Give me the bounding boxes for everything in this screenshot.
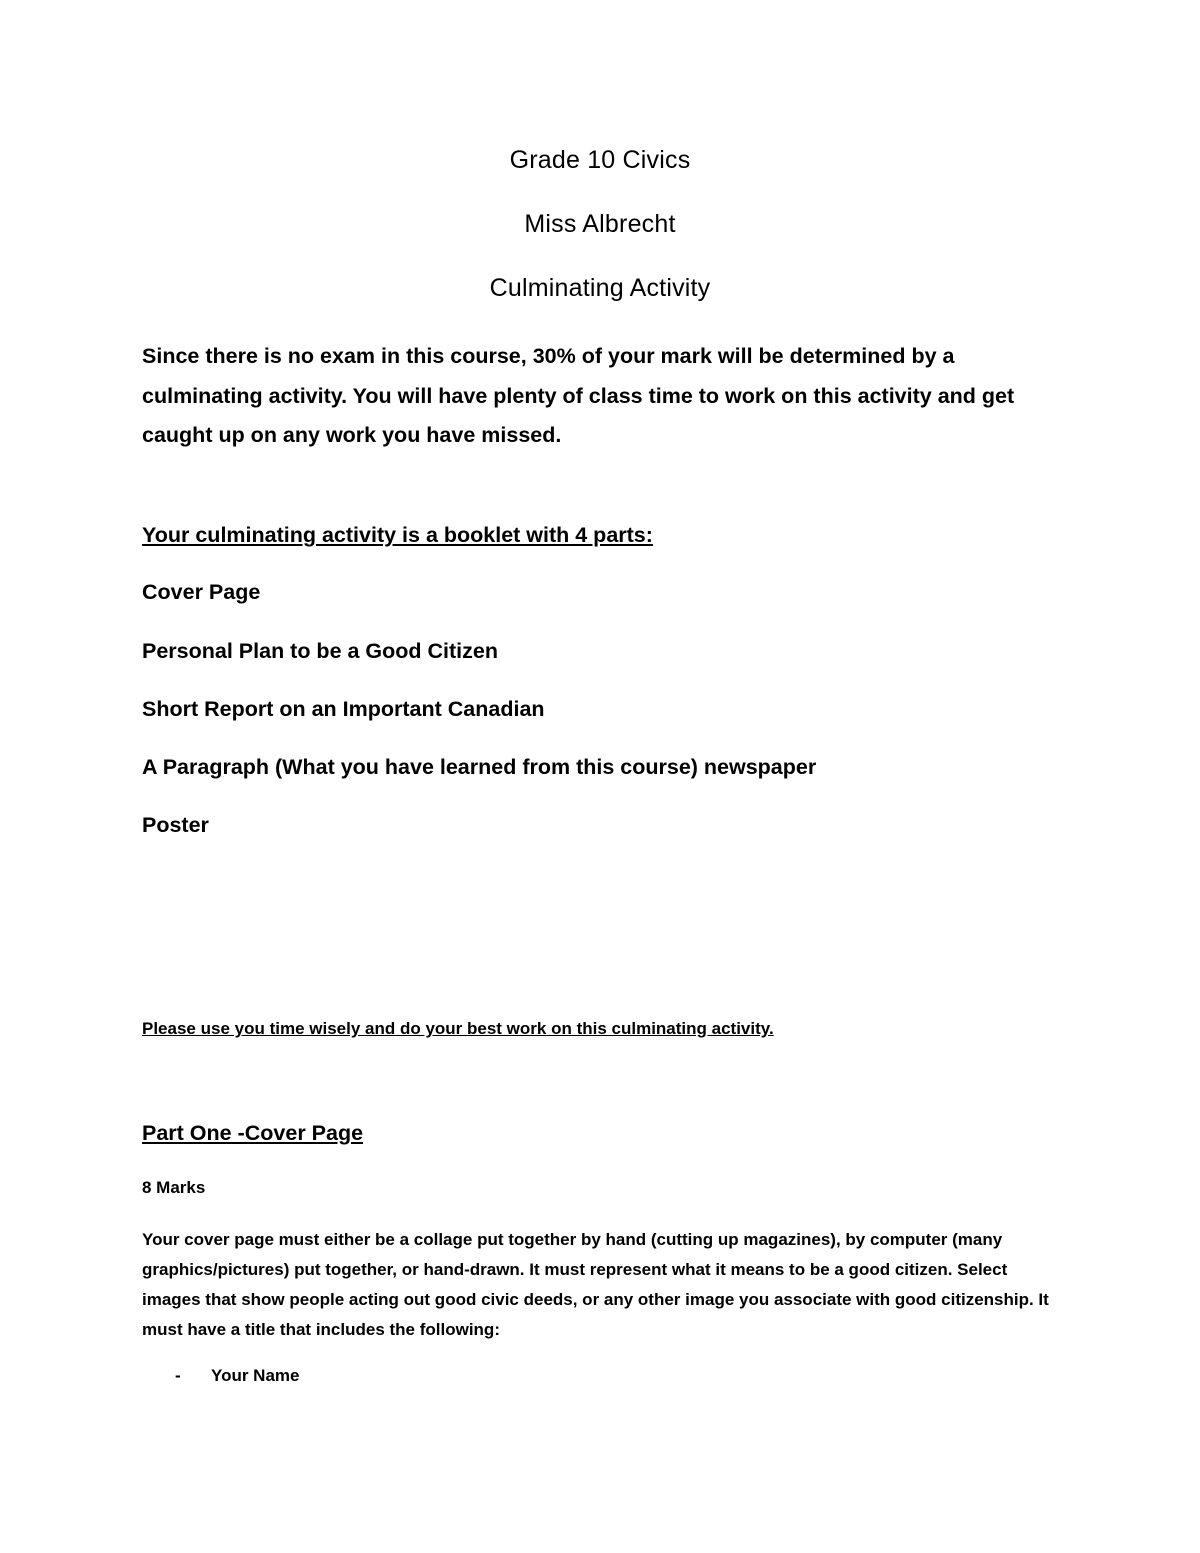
list-item-your-name: Your Name [211, 1366, 300, 1385]
booklet-item: A Paragraph (What you have learned from this course) newspaper [142, 755, 817, 779]
part-one-description: Your cover page must either be a collage put together by hand (cutting up magazines), by computer (many graphics/pictures) put together, or hand-drawn. It must represent what it means to be a good citizen. Select images that show people acting out good civic deeds, or any other image you associate with good citizenship. It must have a title that includes the following: [142, 1230, 1049, 1339]
teacher-name: Miss Albrecht [524, 210, 676, 238]
intro-paragraph: Since there is no exam in this course, 30% of your mark will be determined by a culminating activity. You will have plenty of class time to work on this activity and get caught up on any work you have missed. [142, 344, 1015, 447]
booklet-item: Cover Page [142, 580, 261, 604]
list-bullet: - [175, 1366, 181, 1385]
document-title: Grade 10 Civics [509, 146, 691, 174]
booklet-item: Short Report on an Important Canadian [142, 697, 545, 721]
document-subtitle: Culminating Activity [489, 274, 711, 302]
part-one-heading: Part One -Cover Page [142, 1121, 364, 1145]
booklet-item: Poster [142, 813, 209, 837]
booklet-heading: Your culminating activity is a booklet with 4 parts: [142, 523, 653, 547]
part-one-marks: 8 Marks [142, 1178, 206, 1197]
time-note: Please use you time wisely and do your best work on this culminating activity. [142, 1019, 774, 1038]
booklet-item: Personal Plan to be a Good Citizen [142, 639, 498, 663]
